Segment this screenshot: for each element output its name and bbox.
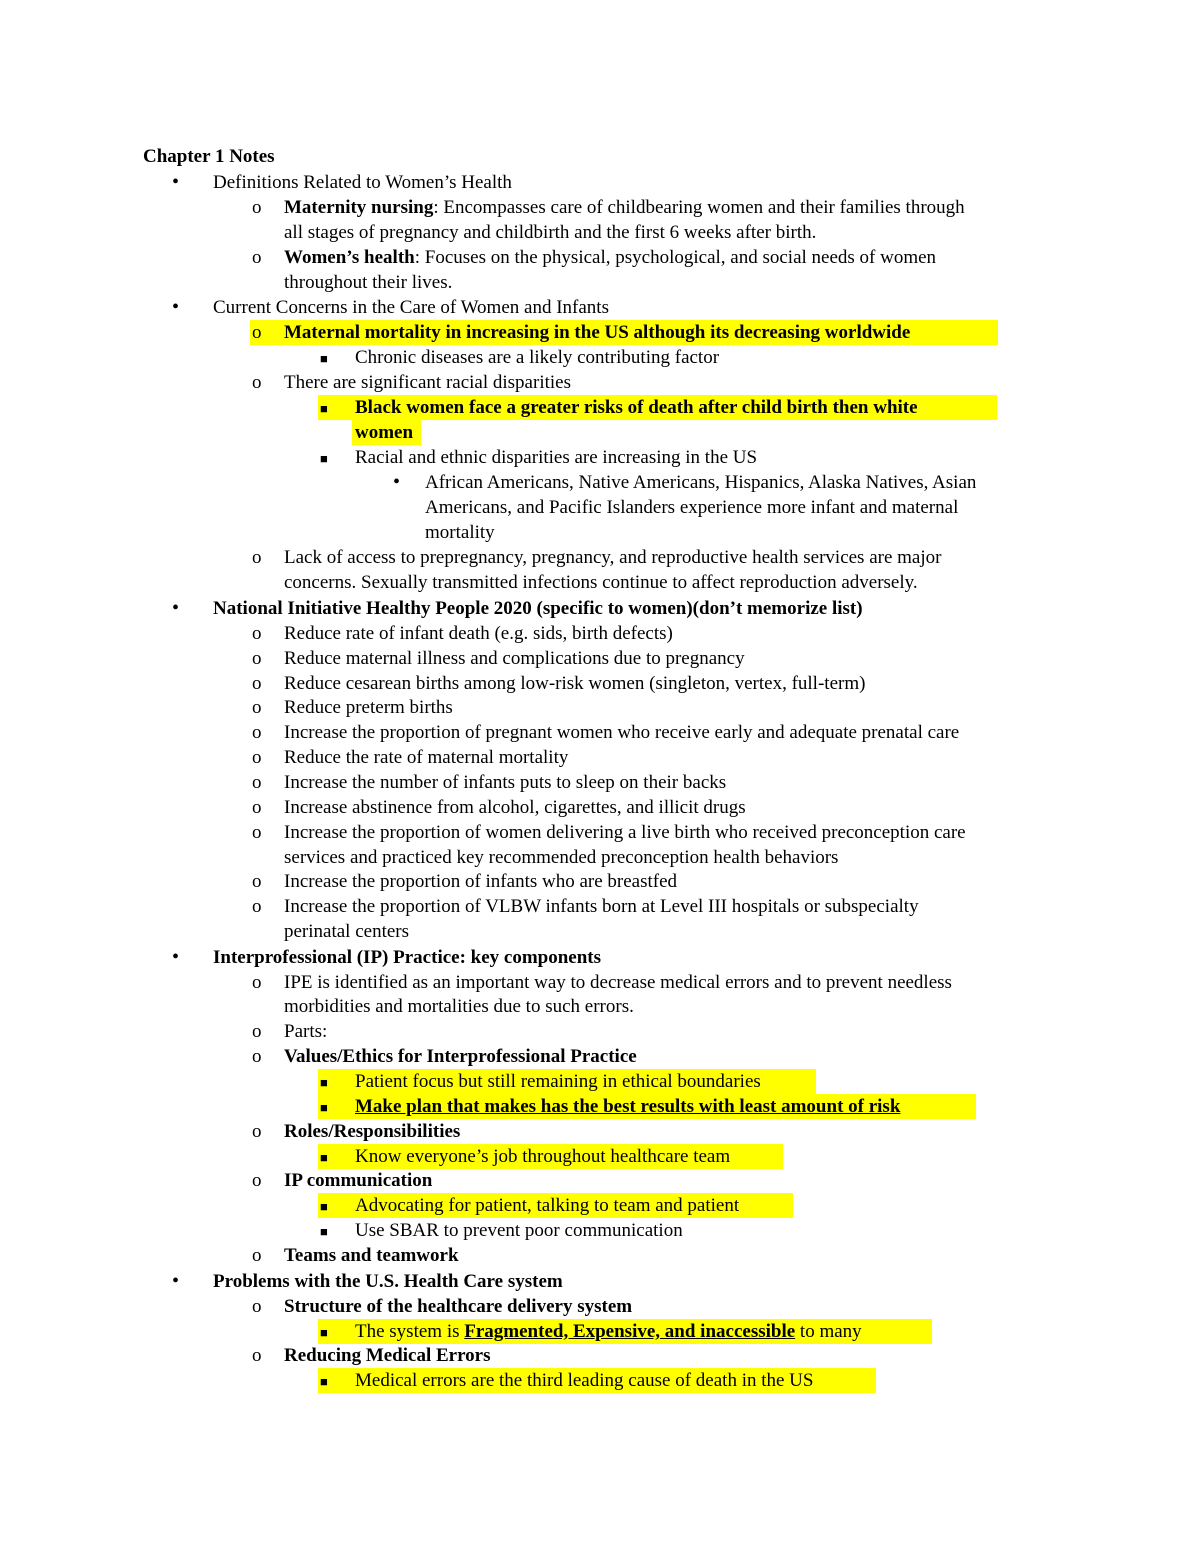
bullet-icon: • xyxy=(172,597,180,619)
circle-bullet-icon: o xyxy=(252,372,262,393)
list-item-highlighted xyxy=(355,1319,862,1344)
square-bullet-icon: ■ xyxy=(320,1150,328,1165)
square-bullet-icon: ■ xyxy=(320,401,328,416)
list-item xyxy=(284,245,936,270)
circle-bullet-icon: o xyxy=(252,772,262,793)
circle-bullet-icon: o xyxy=(252,1296,262,1317)
list-item xyxy=(284,1168,432,1193)
list-item-continued: throughout their lives. xyxy=(284,272,453,293)
subheading: Roles/Responsibilities xyxy=(284,1121,461,1142)
definition-text: : Encompasses care of childbearing women and their families through xyxy=(433,197,965,218)
list-item: Increase the proportion of women delivering a live birth who received preconception care xyxy=(284,822,966,843)
list-item: Increase the proportion of pregnant women who receive early and adequate prenatal care xyxy=(284,722,960,743)
list-item xyxy=(284,1343,491,1368)
square-bullet-icon: ■ xyxy=(320,1199,328,1214)
term: Women’s health xyxy=(284,247,415,268)
circle-bullet-icon: o xyxy=(252,747,262,768)
list-item: Reduce rate of infant death (e.g. sids, birth defects) xyxy=(284,623,673,644)
section-heading: Problems with the U.S. Health Care system xyxy=(213,1271,563,1292)
square-bullet-icon: ■ xyxy=(320,1374,328,1389)
section-heading: National Initiative Healthy People 2020 (specific to women)(don’t memorize list) xyxy=(213,598,863,619)
circle-bullet-icon: o xyxy=(252,673,262,694)
definition-text: : Focuses on the physical, psychological, and social needs of women xyxy=(414,247,937,268)
list-item: Definitions Related to Women’s Health xyxy=(213,172,512,193)
circle-bullet-icon: o xyxy=(252,197,262,218)
list-item-highlighted xyxy=(284,320,910,345)
list-item-highlighted: Advocating for patient, talking to team and patient xyxy=(355,1195,740,1216)
list-item: Parts: xyxy=(284,1021,328,1042)
list-item: Increase the number of infants puts to sleep on their backs xyxy=(284,772,727,793)
subheading: Structure of the healthcare delivery system xyxy=(284,1296,633,1317)
bullet-icon: • xyxy=(172,946,180,968)
text-segment: The system is xyxy=(355,1321,465,1342)
circle-bullet-icon: o xyxy=(252,623,262,644)
list-item xyxy=(213,945,601,970)
circle-bullet-icon: o xyxy=(252,896,262,917)
list-item: Increase the proportion of VLBW infants born at Level III hospitals or subspecialty xyxy=(284,896,919,917)
circle-bullet-icon: o xyxy=(252,1121,262,1142)
list-item-continued: services and practiced key recommended preconception health behaviors xyxy=(284,847,839,868)
circle-bullet-icon: o xyxy=(252,322,262,343)
list-item: Increase abstinence from alcohol, cigarettes, and illicit drugs xyxy=(284,797,746,818)
circle-bullet-icon: o xyxy=(252,1046,262,1067)
list-item: Use SBAR to prevent poor communication xyxy=(355,1220,683,1241)
list-item-continued: all stages of pregnancy and childbirth and the first 6 weeks after birth. xyxy=(284,222,817,243)
square-bullet-icon: ■ xyxy=(320,1075,328,1090)
circle-bullet-icon: o xyxy=(252,1245,262,1266)
list-item: Reduce maternal illness and complications due to pregnancy xyxy=(284,648,745,669)
list-item: Chronic diseases are a likely contributing factor xyxy=(355,347,720,368)
circle-bullet-icon: o xyxy=(252,871,262,892)
list-item: Reduce cesarean births among low-risk women (singleton, vertex, full-term) xyxy=(284,673,866,694)
list-item: Racial and ethnic disparities are increasing in the US xyxy=(355,447,758,468)
square-bullet-icon: ■ xyxy=(320,351,328,366)
circle-bullet-icon: o xyxy=(252,547,262,568)
list-item-continued: Americans, and Pacific Islanders experience more infant and maternal xyxy=(425,497,959,518)
list-item xyxy=(213,596,863,621)
list-item-highlighted xyxy=(355,1094,900,1119)
bullet-icon: • xyxy=(172,171,180,193)
list-item: Lack of access to prepregnancy, pregnancy, and reproductive health services are major xyxy=(284,547,942,568)
list-item xyxy=(284,195,965,220)
list-item-continued: concerns. Sexually transmitted infections continue to affect reproduction adversely. xyxy=(284,572,918,593)
highlighted-text: Black women face a greater risks of death after child birth then white xyxy=(355,397,918,418)
list-item-highlighted xyxy=(355,395,918,420)
list-item-continued: mortality xyxy=(425,522,495,543)
bullet-icon: • xyxy=(172,296,180,318)
circle-bullet-icon: o xyxy=(252,247,262,268)
underlined-text: Make plan that makes has the best results with least amount of risk xyxy=(355,1096,901,1117)
bullet-icon: • xyxy=(393,471,401,493)
list-item: Reduce preterm births xyxy=(284,697,453,718)
list-item xyxy=(284,1119,460,1144)
list-item: Reduce the rate of maternal mortality xyxy=(284,747,569,768)
list-item: Current Concerns in the Care of Women and Infants xyxy=(213,297,609,318)
list-item-continued: morbidities and mortalities due to such errors. xyxy=(284,996,634,1017)
highlighted-text: women xyxy=(355,422,414,443)
square-bullet-icon: ■ xyxy=(320,1100,328,1115)
list-item xyxy=(284,1294,632,1319)
subheading: Values/Ethics for Interprofessional Practice xyxy=(284,1046,637,1067)
circle-bullet-icon: o xyxy=(252,797,262,818)
list-item-highlighted: Know everyone’s job throughout healthcare team xyxy=(355,1146,731,1167)
list-item xyxy=(284,1044,637,1069)
list-item-continued xyxy=(355,420,413,445)
circle-bullet-icon: o xyxy=(252,1170,262,1191)
list-item-highlighted: Medical errors are the third leading cause of death in the US xyxy=(355,1370,814,1391)
term: Maternity nursing xyxy=(284,197,434,218)
square-bullet-icon: ■ xyxy=(320,451,328,466)
circle-bullet-icon: o xyxy=(252,722,262,743)
text-segment: to many xyxy=(795,1321,862,1342)
bullet-icon: • xyxy=(172,1270,180,1292)
square-bullet-icon: ■ xyxy=(320,1224,328,1239)
circle-bullet-icon: o xyxy=(252,648,262,669)
subheading: Teams and teamwork xyxy=(284,1245,459,1266)
list-item: African Americans, Native Americans, Hispanics, Alaska Natives, Asian xyxy=(425,472,977,493)
list-item: Increase the proportion of infants who are breastfed xyxy=(284,871,678,892)
list-item xyxy=(213,1269,563,1294)
circle-bullet-icon: o xyxy=(252,1345,262,1366)
list-item-highlighted: Patient focus but still remaining in ethical boundaries xyxy=(355,1071,761,1092)
circle-bullet-icon: o xyxy=(252,822,262,843)
list-item: IPE is identified as an important way to decrease medical errors and to prevent needless xyxy=(284,972,952,993)
circle-bullet-icon: o xyxy=(252,697,262,718)
circle-bullet-icon: o xyxy=(252,1021,262,1042)
underlined-text: Fragmented, Expensive, and inaccessible xyxy=(464,1321,796,1342)
section-heading: Interprofessional (IP) Practice: key components xyxy=(213,947,602,968)
list-item-continued: perinatal centers xyxy=(284,921,410,942)
square-bullet-icon: ■ xyxy=(320,1325,328,1340)
subheading: Reducing Medical Errors xyxy=(284,1345,491,1366)
highlighted-text: Maternal mortality in increasing in the US although its decreasing worldwide xyxy=(284,322,911,343)
list-item: There are significant racial disparities xyxy=(284,372,571,393)
list-item xyxy=(284,1243,459,1268)
subheading: IP communication xyxy=(284,1170,433,1191)
circle-bullet-icon: o xyxy=(252,972,262,993)
page-title: Chapter 1 Notes xyxy=(143,146,275,167)
